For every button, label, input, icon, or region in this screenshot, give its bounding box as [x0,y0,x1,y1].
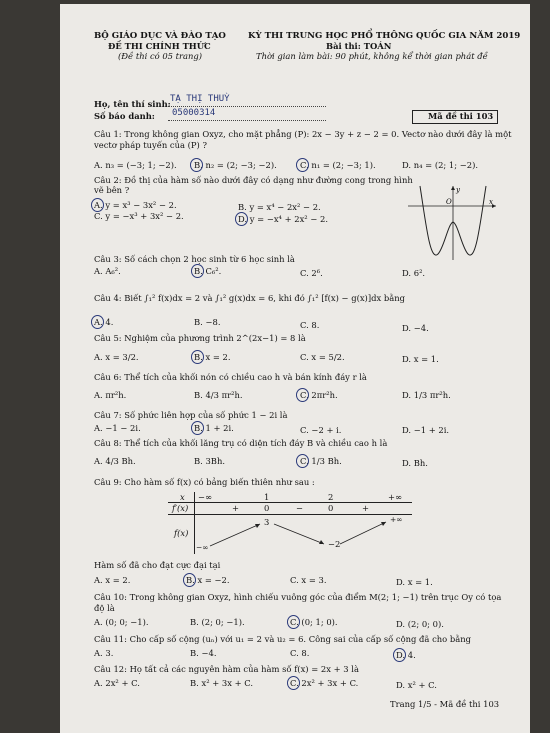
q9-b-mark [183,573,196,587]
q11-d-mark [393,648,406,662]
q2-stem: Câu 2: Đồ thị của hàm số nào dưới đây có dạng như đường cong trong hình [94,175,413,185]
exam-code: Mã đề thi 103 [428,111,494,121]
id-label: Số báo danh: [94,111,155,121]
q9-option-d: D. x = 1. [396,577,433,587]
q11-option-b: B. −4. [190,648,217,658]
q8-option-d: D. Bh. [402,458,428,468]
q3-option-d: D. 6². [402,268,426,278]
id-value: 05000314 [172,108,216,118]
vt-sign-2: − [296,503,304,513]
q8-option-a: A. 4/3 Bh. [94,456,136,466]
q6-option-d: D. 1/3 πr²h. [402,390,451,400]
q1-stem: Câu 1: Trong không gian Oxyz, cho mặt phẳng (P): 2x − 3y + z − 2 = 0. Vectơ nào dưới đây là một [94,129,512,139]
q4-stem: Câu 4: Biết ∫₁² f(x)dx = 2 và ∫₁² g(x)dx = 6, khi đó ∫₁² [f(x) − g(x)]dx bằng [94,293,405,303]
q8-stem: Câu 8: Thể tích của khối lăng trụ có diện tích đáy B và chiều cao h là [94,438,388,448]
graph-origin-label: O [446,198,452,206]
q10-option-d: D. (2; 0; 0). [396,619,444,629]
q1-option-d: D. n₄ = (2; 1; −2). [402,160,479,170]
q2-d-mark [235,212,248,226]
vt-sign-3: 0 [328,503,334,513]
q12-c-mark [287,676,300,690]
q3-option-a: A. A₆². [94,266,121,276]
q12-option-a: A. 2x² + C. [94,678,140,688]
q12-option-b: B. x² + 3x + C. [190,678,254,688]
q4-option-b: B. −8. [194,317,221,327]
q10-option-b: B. (2; 0; −1). [190,617,245,627]
vt-x-1: 1 [264,492,270,502]
vt-f-3: +∞ [390,515,403,524]
q11-option-c: C. 8. [290,648,310,658]
vt-sign-0: + [232,503,240,513]
q5-option-a: A. x = 3/2. [94,352,139,362]
q2-curve-graph [408,184,498,262]
q5-stem: Câu 5: Nghiệm của phương trình 2^(2x−1) = 8 là [94,333,306,343]
q4-a-mark [91,315,104,329]
q11-option-d: D. 4. [396,650,416,660]
q2-stem-2: vẽ bên ? [94,185,130,195]
q6-c-mark [296,388,309,402]
q1-option-c: C. n₁ = (2; −3; 1). [300,160,376,170]
q11-option-a: A. 3. [94,648,114,658]
name-label: Họ, tên thí sinh: [94,99,171,109]
variation-table [168,492,412,554]
q12-stem: Câu 12: Họ tất cả các nguyên hàm của hàm số f(x) = 2x + 3 là [94,664,359,674]
q5-option-b: B. x = 2. [194,352,231,362]
q7-option-d: D. −1 + 2i. [402,425,450,435]
q6-stem: Câu 6: Thể tích của khối nón có chiều cao h và bán kính đáy r là [94,372,367,382]
q7-option-c: C. −2 + i. [300,425,342,435]
exam-title: KỲ THI TRUNG HỌC PHỔ THÔNG QUỐC GIA NĂM 2019 [248,31,521,41]
q5-option-c: C. x = 5/2. [300,352,345,362]
q1-stem-2: vectơ pháp tuyến của (P) ? [94,140,207,150]
name-value: TẠ THỊ THUỲ [170,94,230,104]
vt-f-0: −∞ [196,543,209,552]
q3-stem: Câu 3: Số cách chọn 2 học sinh từ 6 học sinh là [94,254,295,264]
graph-y-label: y [456,186,460,194]
q10-stem-2: độ là [94,603,115,613]
q1-option-a: A. n₃ = (−3; 1; −2). [94,160,177,170]
q10-option-a: A. (0; 0; −1). [94,617,149,627]
q9-after: Hàm số đã cho đạt cực đại tại [94,560,221,570]
q6-option-b: B. 4/3 πr²h. [194,390,243,400]
vt-f-1: 3 [264,517,270,527]
q5-option-d: D. x = 1. [402,354,439,364]
time-note: Thời gian làm bài: 90 phút, không kể thời gian phát đề [256,51,488,61]
q4-option-d: D. −4. [402,323,429,333]
q1-b-mark [190,158,203,172]
q3-option-c: C. 2⁶. [300,268,323,278]
q10-c-mark [287,615,300,629]
q4-option-a: A. 4. [94,317,114,327]
q10-stem: Câu 10: Trong không gian Oxyz, hình chiếu vuông góc của điểm M(2; 1; −1) trên trục Oy có tọa [94,592,502,602]
q9-option-c: C. x = 3. [290,575,327,585]
graph-x-label: x [489,198,493,206]
vt-x-label: x [180,492,185,502]
q3-option-b: B. C₆². [194,266,222,276]
q10-option-c: C. (0; 1; 0). [290,617,338,627]
q6-option-c: C. 2πr²h. [300,390,338,400]
q9-option-a: A. x = 2. [94,575,131,585]
q12-option-c: C. 2x² + 3x + C. [290,678,359,688]
official-label: ĐỀ THI CHÍNH THỨC [108,41,211,51]
vt-x-0: −∞ [198,492,212,502]
q2-option-b: B. y = x⁴ − 2x² − 2. [238,202,321,212]
q11-stem: Câu 11: Cho cấp số cộng (uₙ) với u₁ = 2 và u₂ = 6. Công sai của cấp số cộng đã cho bằng [94,634,471,644]
subject: Bài thi: TOÁN [326,41,392,51]
q4-option-c: C. 8. [300,320,320,330]
q9-option-b: B. x = −2. [186,575,230,585]
q2-a-mark [91,198,104,212]
exam-paper [60,4,530,733]
q8-option-c: C. 1/3 Bh. [300,456,342,466]
q2-option-a: A. y = x³ − 3x² − 2. [94,200,177,210]
vt-x-2: 2 [328,492,334,502]
q3-b-mark [191,264,204,278]
q1-option-b: B. n₂ = (2; −3; −2). [194,160,277,170]
q8-option-b: B. 3Bh. [194,456,226,466]
vt-sign-4: + [362,503,370,513]
q1-c-mark [296,158,309,172]
vt-sign-1: 0 [264,503,270,513]
q8-c-mark [296,454,309,468]
q2-option-d: D. y = −x⁴ + 2x² − 2. [238,214,328,224]
q7-option-b: B. 1 + 2i. [194,423,234,433]
q9-stem: Câu 9: Cho hàm số f(x) có bảng biến thiên như sau : [94,477,315,487]
page-count: (Đề thi có 05 trang) [118,51,203,61]
vt-f-label: f(x) [174,528,189,538]
q6-option-a: A. πr²h. [94,390,127,400]
page-footer: Trang 1/5 - Mã đề thi 103 [390,699,500,709]
vt-fprime-label: f′(x) [172,503,189,513]
vt-x-3: +∞ [388,492,402,502]
q12-option-d: D. x² + C. [396,680,437,690]
q7-stem: Câu 7: Số phức liên hợp của số phức 1 − 2i là [94,410,288,420]
q2-option-c: C. y = −x³ + 3x² − 2. [94,211,184,221]
vt-arrows [168,492,412,554]
ministry-name: BỘ GIÁO DỤC VÀ ĐÀO TẠO [94,31,226,41]
q7-option-a: A. −1 − 2i. [94,423,141,433]
q7-b-mark [191,421,204,435]
vt-f-2: −2 [328,539,341,549]
q5-b-mark [191,350,204,364]
